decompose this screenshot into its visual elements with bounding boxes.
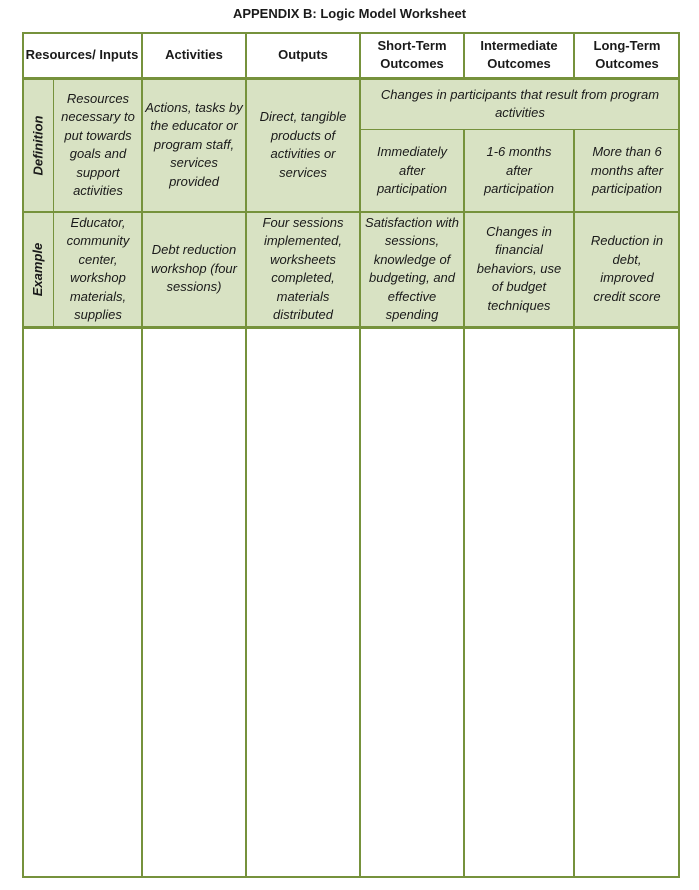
logic-model-table <box>22 32 680 878</box>
header-resources-inputs: Resources/ Inputs <box>22 32 142 78</box>
border-definition-bottom <box>22 211 680 213</box>
example-long-term: Reduction in debt, improved credit score <box>574 212 680 326</box>
definition-resources: Resources necessary to put towards goals and support activities <box>54 78 142 212</box>
border-top <box>22 32 680 34</box>
definition-long-term: More than 6 months after participation <box>574 130 680 212</box>
example-short-term: Satisfaction with sessions, knowledge of budgeting, and effective spending <box>360 212 464 326</box>
header-intermediate-outcomes: Intermediate Outcomes <box>464 32 574 78</box>
worksheet-cell-resources[interactable] <box>22 328 142 878</box>
header-activities: Activities <box>142 32 246 78</box>
border-example-bottom <box>22 326 680 329</box>
worksheet-cell-outputs[interactable] <box>246 328 360 878</box>
example-resources: Educator, community center, workshop materials, supplies <box>54 212 142 326</box>
border-bottom <box>22 876 680 878</box>
border-col-4 <box>463 130 465 878</box>
worksheet-cell-short-term[interactable] <box>360 328 464 878</box>
header-outputs: Outputs <box>246 32 360 78</box>
header-long-term-outcomes: Long-Term Outcomes <box>574 32 680 78</box>
border-col-1 <box>141 32 143 878</box>
definition-outcomes-span: Changes in participants that result from program activities <box>360 78 680 130</box>
border-col-3 <box>359 32 361 878</box>
example-activities: Debt reduction workshop (four sessions) <box>142 212 246 326</box>
definition-intermediate: 1-6 months after participation <box>464 130 574 212</box>
header-short-term-outcomes: Short-Term Outcomes <box>360 32 464 78</box>
example-outputs: Four sessions implemented, worksheets completed, materials distributed <box>246 212 360 326</box>
page-title: APPENDIX B: Logic Model Worksheet <box>232 6 467 21</box>
definition-activities: Actions, tasks by the educator or program staff, services provided <box>142 78 246 212</box>
border-left <box>22 32 24 878</box>
example-intermediate: Changes in financial behaviors, use of budget techniques <box>464 212 574 326</box>
worksheet-cell-activities[interactable] <box>142 328 246 878</box>
worksheet-cell-intermediate[interactable] <box>464 328 574 878</box>
border-header-bottom <box>22 77 680 80</box>
worksheet-cell-long-term[interactable] <box>574 328 680 878</box>
example-row-label: Example <box>30 242 46 296</box>
border-col-2 <box>245 32 247 878</box>
border-row-label <box>53 78 54 326</box>
definition-row-label: Definition <box>30 115 46 175</box>
border-col-5-header <box>573 32 575 78</box>
definition-outputs: Direct, tangible products of activities or services <box>246 78 360 212</box>
border-col-5 <box>573 130 575 878</box>
definition-short-term: Immediately after participation <box>360 130 464 212</box>
border-outcomes-span-bottom <box>360 129 680 130</box>
border-right <box>678 32 680 878</box>
border-col-4-header <box>463 32 465 78</box>
